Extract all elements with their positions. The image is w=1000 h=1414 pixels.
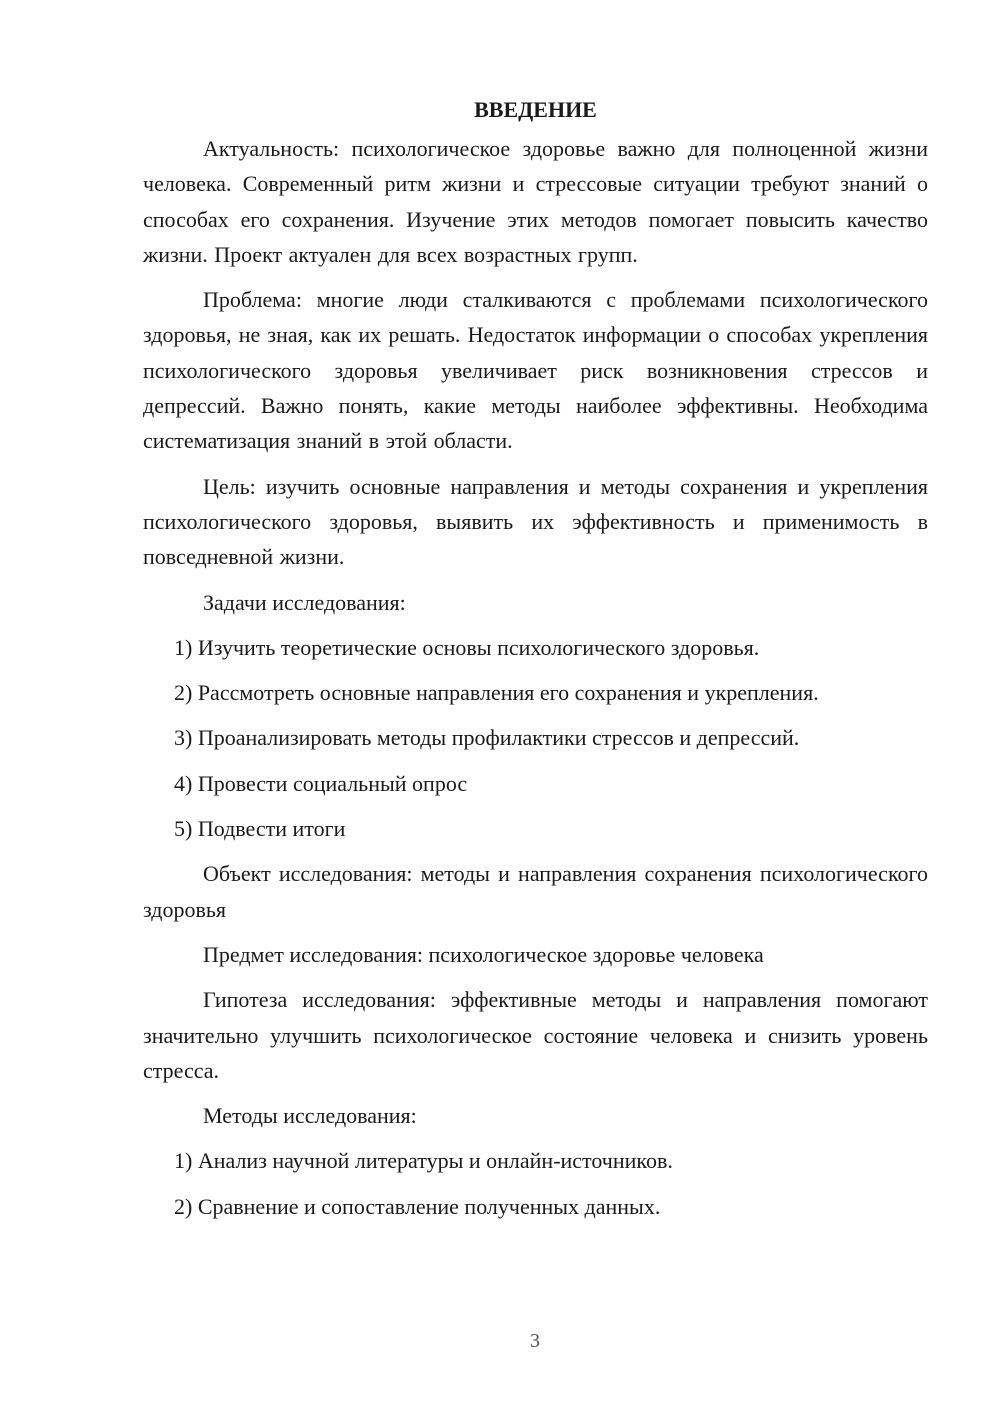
methods-title: Методы исследования: xyxy=(203,1103,417,1129)
section-heading: ВВЕДЕНИЕ xyxy=(474,97,597,122)
object-paragraph: Объект исследования: методы и направления сохранения психологического здоровья xyxy=(143,861,928,922)
page-number: 3 xyxy=(530,1330,540,1352)
task-item: 5) Подвести итоги xyxy=(174,816,346,842)
method-item: 2) Сравнение и сопоставление полученных данных. xyxy=(174,1193,661,1219)
task-item: 4) Провести социальный опрос xyxy=(174,770,468,796)
problem-paragraph: Проблема: многие люди сталкиваются с проблемами психологического здоровья, не зная, как их решать. Недостаток информации о способах укрепления психологического здоровья увеличивает риск возникновения стрессов и депрессий. Важно понять, какие методы наиболее эффективны. Необходима систематизация знаний в этой области. xyxy=(143,287,928,454)
tasks-title: Задачи исследования: xyxy=(203,589,406,615)
relevance-paragraph: Актуальность: психологическое здоровье важно для полноценной жизни человека. Современный ритм жизни и стрессовые ситуации требуют знаний о способах его сохранения. Изучение этих методов помогает повысить качество жизни. Проект актуален для всех возрастных групп. xyxy=(143,136,928,267)
task-item: 1) Изучить теоретические основы психологического здоровья. xyxy=(174,634,760,660)
document-page xyxy=(143,92,928,1234)
goal-paragraph: Цель: изучить основные направления и методы сохранения и укрепления психологического здоровья, выявить их эффективность и применимость в повседневной жизни. xyxy=(143,473,928,570)
tasks-list xyxy=(143,630,928,846)
task-item: 3) Проанализировать методы профилактики стрессов и депрессий. xyxy=(174,725,800,751)
method-item: 1) Анализ научной литературы и онлайн-источников. xyxy=(174,1148,673,1174)
methods-list xyxy=(143,1143,928,1224)
task-item: 2) Рассмотреть основные направления его сохранения и укрепления. xyxy=(174,680,819,706)
subject-paragraph: Предмет исследования: психологическое здоровье человека xyxy=(203,941,764,967)
hypothesis-paragraph: Гипотеза исследования: эффективные методы и направления помогают значительно улучшить психологическое состояние человека и снизить уровень стресса. xyxy=(143,987,928,1083)
